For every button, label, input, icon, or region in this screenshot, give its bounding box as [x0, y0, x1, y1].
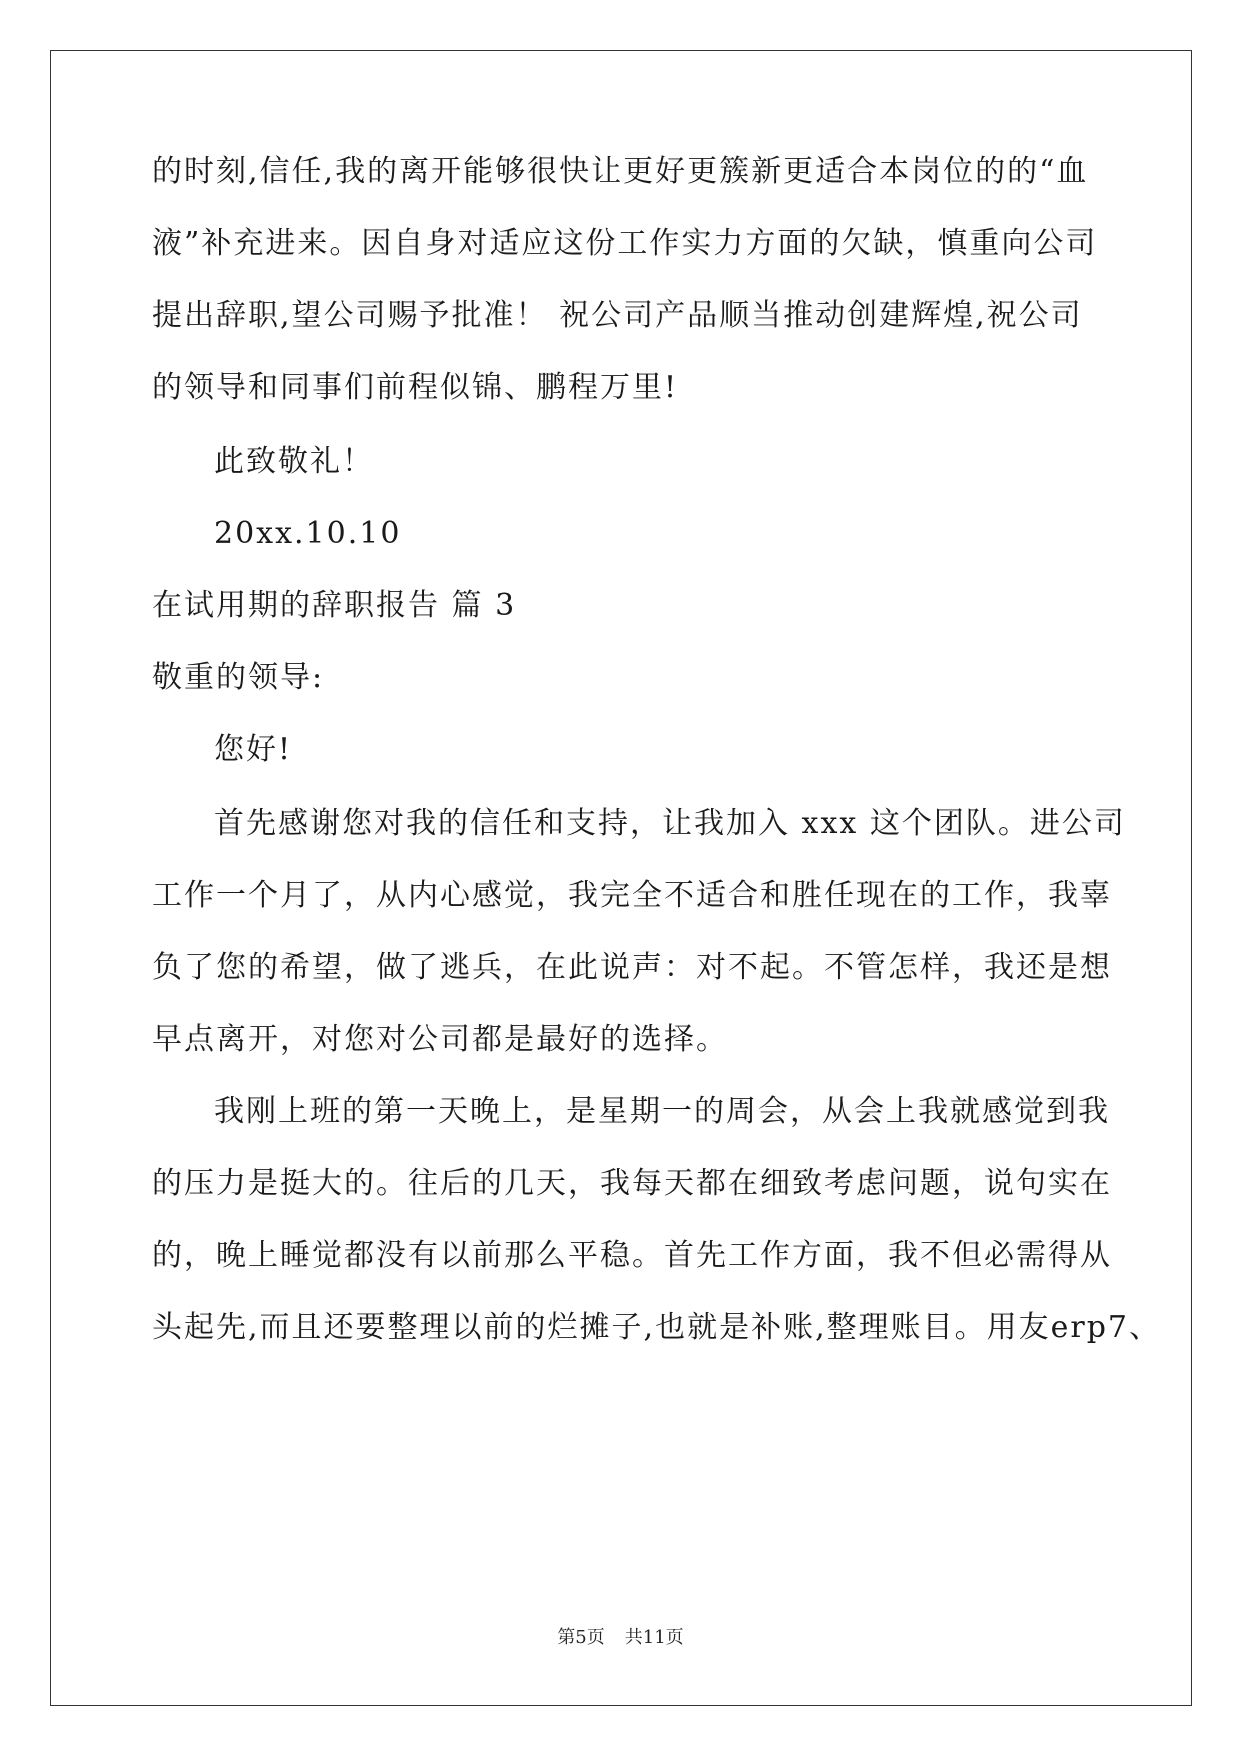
paragraph-line: 首先感谢您对我的信任和支持，让我加入 xxx 这个团队。进公司 — [214, 806, 1126, 841]
page-total: 共11页 — [624, 1627, 684, 1648]
paragraph-line: 提出辞职,望公司赐予批准！ 祝公司产品顺当推动创建辉煌,祝公司 — [152, 298, 1083, 333]
paragraph-line: 工作一个月了，从内心感觉，我完全不适合和胜任现在的工作，我辜 — [152, 878, 1112, 913]
salutation: 敬重的领导: — [152, 660, 325, 695]
section-title: 在试用期的辞职报告 篇 3 — [152, 588, 517, 623]
paragraph-line: 的压力是挺大的。往后的几天，我每天都在细致考虑问题，说句实在 — [152, 1166, 1112, 1201]
paragraph-line: 负了您的希望，做了逃兵，在此说声：对不起。不管怎样，我还是想 — [152, 950, 1112, 985]
paragraph-line: 头起先,而且还要整理以前的烂摊子,也就是补账,整理账目。用友erp7、 — [152, 1310, 1161, 1345]
paragraph-line: 的时刻,信任,我的离开能够很快让更好更簇新更适合本岗位的的“血 — [152, 154, 1089, 189]
closing-text: 此致敬礼！ — [214, 444, 374, 479]
page-number: 第5页 — [557, 1627, 605, 1648]
date-text: 20xx.10.10 — [214, 516, 402, 551]
greeting: 您好! — [214, 732, 293, 767]
paragraph-line: 早点离开，对您对公司都是最好的选择。 — [152, 1022, 728, 1057]
paragraph-line: 的领导和同事们前程似锦、鹏程万里! — [152, 370, 679, 405]
page-footer — [0, 1626, 1241, 1650]
paragraph-line: 液”补充进来。因自身对适应这份工作实力方面的欠缺，慎重向公司 — [152, 226, 1098, 261]
paragraph-line: 的，晚上睡觉都没有以前那么平稳。首先工作方面，我不但必需得从 — [152, 1238, 1112, 1273]
paragraph-line: 我刚上班的第一天晚上，是星期一的周会，从会上我就感觉到我 — [214, 1094, 1110, 1129]
